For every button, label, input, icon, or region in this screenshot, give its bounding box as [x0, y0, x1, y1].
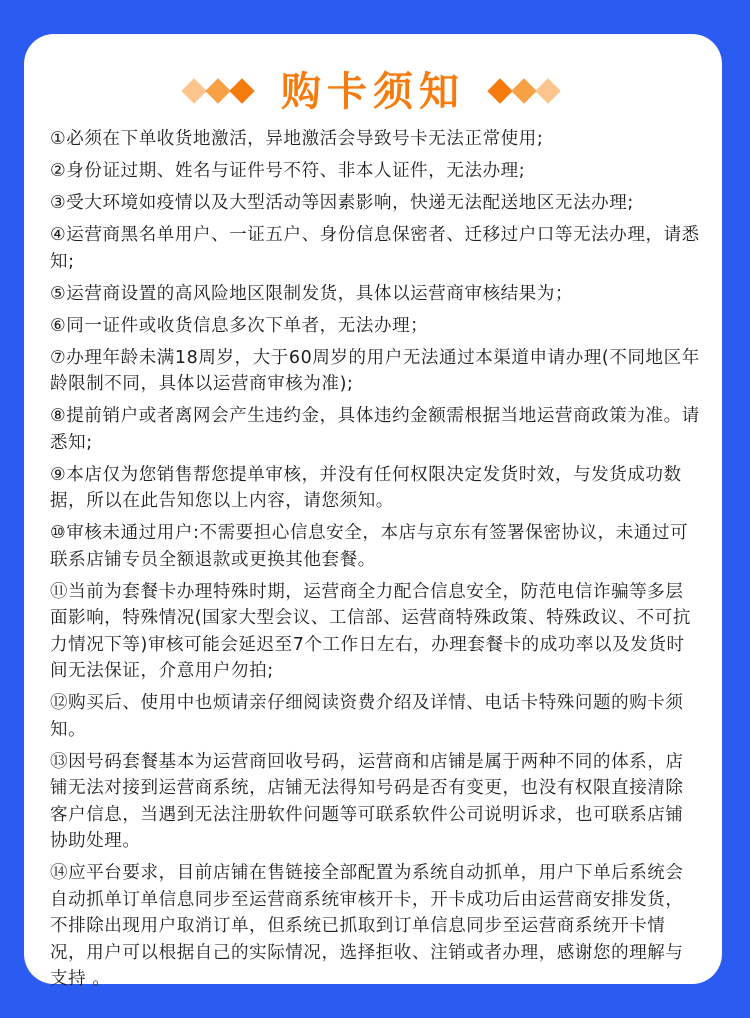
notice-card [24, 34, 722, 989]
notice-item: ③受大环境如疫情以及大型活动等因素影响，快递无法配送地区无法办理; [50, 193, 634, 213]
notice-item: ⑥同一证件或收货信息多次下单者，无法办理； [50, 315, 429, 336]
notice-list [50, 126, 700, 998]
notice-item: ①必须在下单收货地激活，异地激活会导致号卡无法正常使用; [50, 129, 544, 149]
notice-item: ②身份证过期、姓名与证件号不符、非本人证件，无法办理; [50, 161, 526, 181]
notice-item: ⑤运营商设置的高风险地区限制发货，具体以运营商审核结果为； [50, 283, 574, 304]
notice-item: ⑧提前销户或者离网会产生违约金，具体违约金额需根据当地运营商政策为准。请悉知; [50, 406, 700, 453]
notice-item: ⑪当前为套餐卡办理特殊时期，运营商全力配合信息安全，防范电信诈骗等多层面影响，特殊情况(国家大型会议、工信部、运营商特殊政策、特殊政议、不可抗力情况下等)审核可能会延迟至7个工作日左右，办理套餐卡的成功率以及发货时间无法保证，介意用户勿拍; [50, 581, 691, 681]
diamond-decoration-left-icon [181, 77, 259, 107]
notice-item: ⑩审核未通过用户:不需要担心信息安全，本店与京东有签署保密协议，未通过可联系店铺专员全额退款或更换其他套餐。 [50, 523, 689, 570]
page-title: 购卡须知 [281, 69, 465, 115]
notice-item: ⑨本店仅为您销售帮您提单审核，并没有任何权限决定发货时效，与发货成功数据，所以在此告知您以上内容，请您须知。 [50, 464, 682, 511]
notice-item: ⑦办理年龄未满18周岁，大于60周岁的用户无法通过本渠道申请办理(不同地区年龄限制不同，具体以运营商审核为准); [50, 347, 700, 394]
diamond-decoration-right-icon [487, 77, 565, 107]
notice-item: ⑬因号码套餐基本为运营商回收号码，运营商和店铺是属于两种不同的体系，店铺无法对接到运营商系统，店铺无法得知号码是否有变更，也没有权限直接清除客户信息，当遇到无法注册软件问题等可联系软件公司说明诉求，也可联系店铺协助处理。 [50, 751, 684, 851]
notice-item: ⑫购买后、使用中也烦请亲仔细阅读资费介绍及详情、电话卡特殊问题的购卡须知。 [50, 693, 684, 740]
notice-item: ④运营商黑名单用户、一证五户、身份信息保密者、迁移过户口等无法办理，请悉知; [50, 225, 700, 272]
header [24, 62, 722, 122]
notice-item: ⑭应平台要求，目前店铺在售链接全部配置为系统自动抓单，用户下单后系统会自动抓单订单信息同步至运营商系统审核开卡，开卡成功后由运营商安排发货，不排除出现用户取消订单，但系统已抓取到订单信息同步至运营商系统开卡情况，用户可以根据自己的实际情况，选择拒收、注销或者办理，感谢您的理解与支持 。 [50, 863, 684, 989]
